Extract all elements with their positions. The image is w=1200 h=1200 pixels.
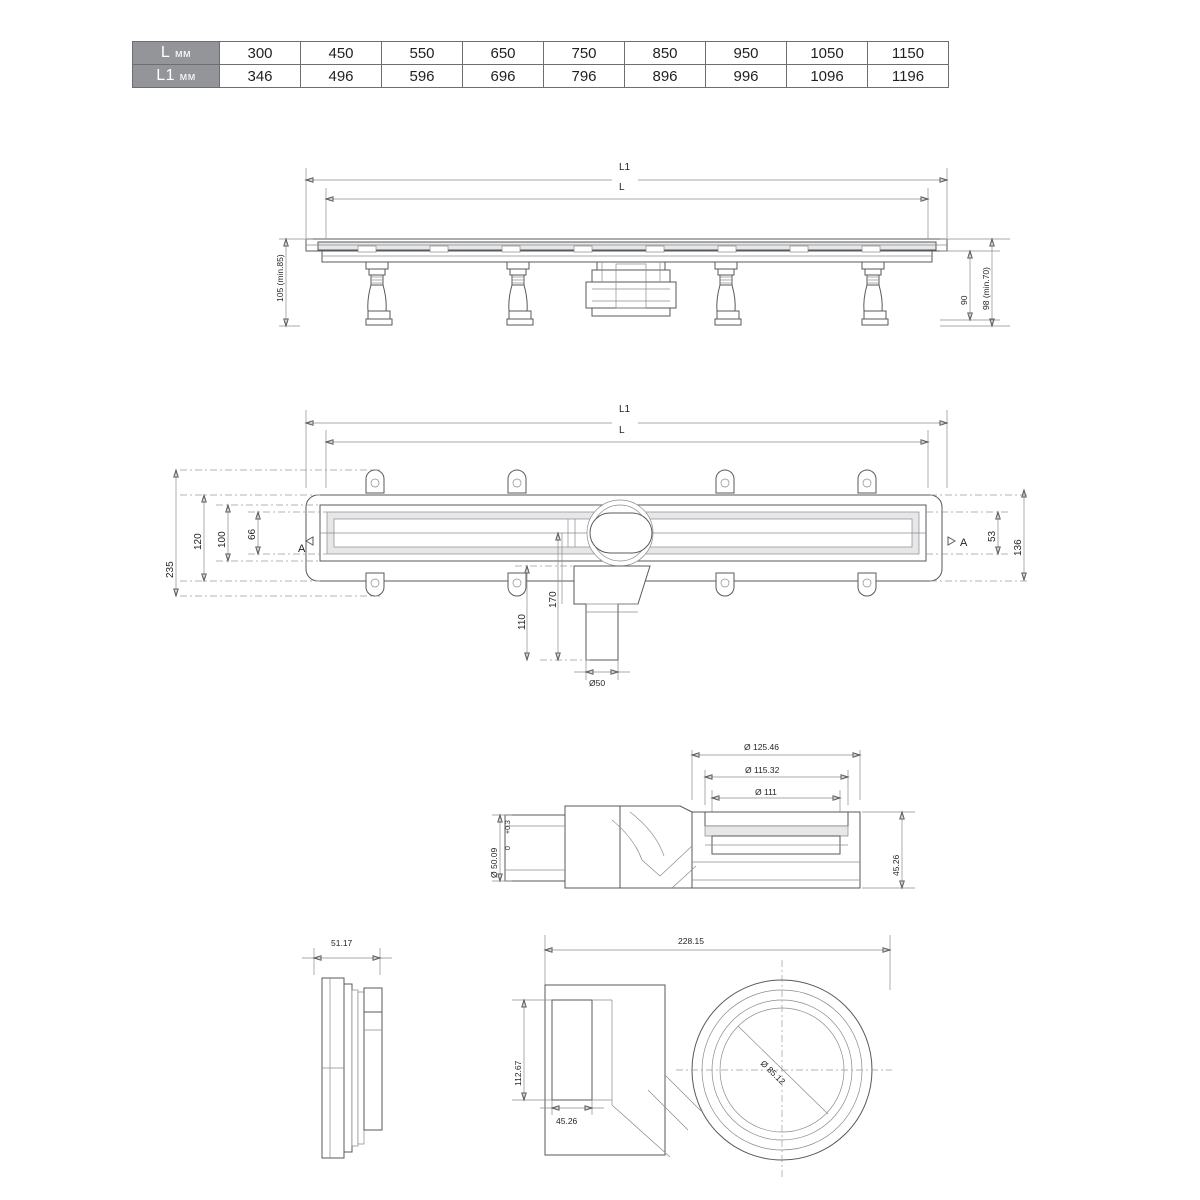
row-header-l-label: L	[160, 44, 171, 61]
dim-inlet-tol-upper: +0.3	[505, 820, 512, 834]
cell: 996	[706, 65, 787, 88]
dim-45-26-section: 45.26	[891, 854, 901, 876]
cell: 750	[544, 42, 625, 65]
outlet-plan-detail-view	[512, 932, 892, 1180]
dim-inlet-tol-lower: 0	[505, 846, 512, 850]
dim-100: 100	[217, 531, 228, 548]
row-header-l1-unit: мм	[179, 71, 196, 83]
dim-51-17: 51.17	[331, 938, 353, 948]
cell: 1196	[868, 65, 949, 88]
cell: 596	[382, 65, 463, 88]
dim-125-46: Ø 125.46	[744, 742, 779, 752]
dim-115-32: Ø 115.32	[745, 765, 780, 775]
dim-170: 170	[548, 591, 559, 608]
dim-l1-top: L1	[619, 404, 631, 415]
cell: 1096	[787, 65, 868, 88]
outlet-trap-front	[586, 262, 676, 316]
section-mark-right: A	[960, 537, 968, 549]
dim-l1-front: L1	[619, 162, 631, 173]
cell: 796	[544, 65, 625, 88]
dim-235: 235	[165, 561, 176, 578]
cell: 1050	[787, 42, 868, 65]
dim-outlet-dia: Ø50	[589, 678, 606, 688]
row-header-l1-label: L1	[156, 67, 175, 84]
dim-right-inner-height: 90	[959, 295, 969, 305]
dim-53: 53	[987, 530, 998, 542]
dim-inlet-dia: Ø 50.09	[489, 847, 499, 878]
cell: 550	[382, 42, 463, 65]
cell: 696	[463, 65, 544, 88]
section-mark-left: A	[298, 543, 306, 555]
cell: 896	[625, 65, 706, 88]
front-elevation-view	[275, 158, 1010, 326]
support-leg	[715, 262, 741, 325]
dim-136: 136	[1013, 539, 1024, 556]
cell: 1150	[868, 42, 949, 65]
dim-228-15: 228.15	[678, 936, 704, 946]
cell: 850	[625, 42, 706, 65]
dim-112-67: 112.67	[513, 1060, 523, 1086]
cell: 346	[220, 65, 301, 88]
support-leg	[507, 262, 533, 325]
section-a-a-view	[489, 738, 915, 888]
dim-66: 66	[247, 528, 258, 540]
row-header-l-unit: мм	[174, 48, 192, 60]
top-plan-view	[165, 400, 1030, 688]
support-leg	[862, 262, 888, 325]
cell: 300	[220, 42, 301, 65]
dim-right-outer-height: 98 (min.70)	[981, 267, 991, 310]
support-leg	[366, 262, 392, 325]
dim-111: Ø 111	[755, 787, 777, 797]
dim-45-26-plan: 45.26	[556, 1116, 578, 1126]
cell: 450	[301, 42, 382, 65]
cell: 650	[463, 42, 544, 65]
dim-l-top: L	[619, 425, 625, 436]
dim-left-height: 105 (min.85)	[275, 254, 285, 302]
cell: 950	[706, 42, 787, 65]
dim-85-12: Ø 85.12	[758, 1058, 788, 1087]
dim-110: 110	[517, 614, 528, 630]
cover-detail-view	[302, 934, 392, 1158]
dim-120: 120	[193, 533, 204, 550]
dim-l-front: L	[619, 182, 625, 193]
cell: 496	[301, 65, 382, 88]
